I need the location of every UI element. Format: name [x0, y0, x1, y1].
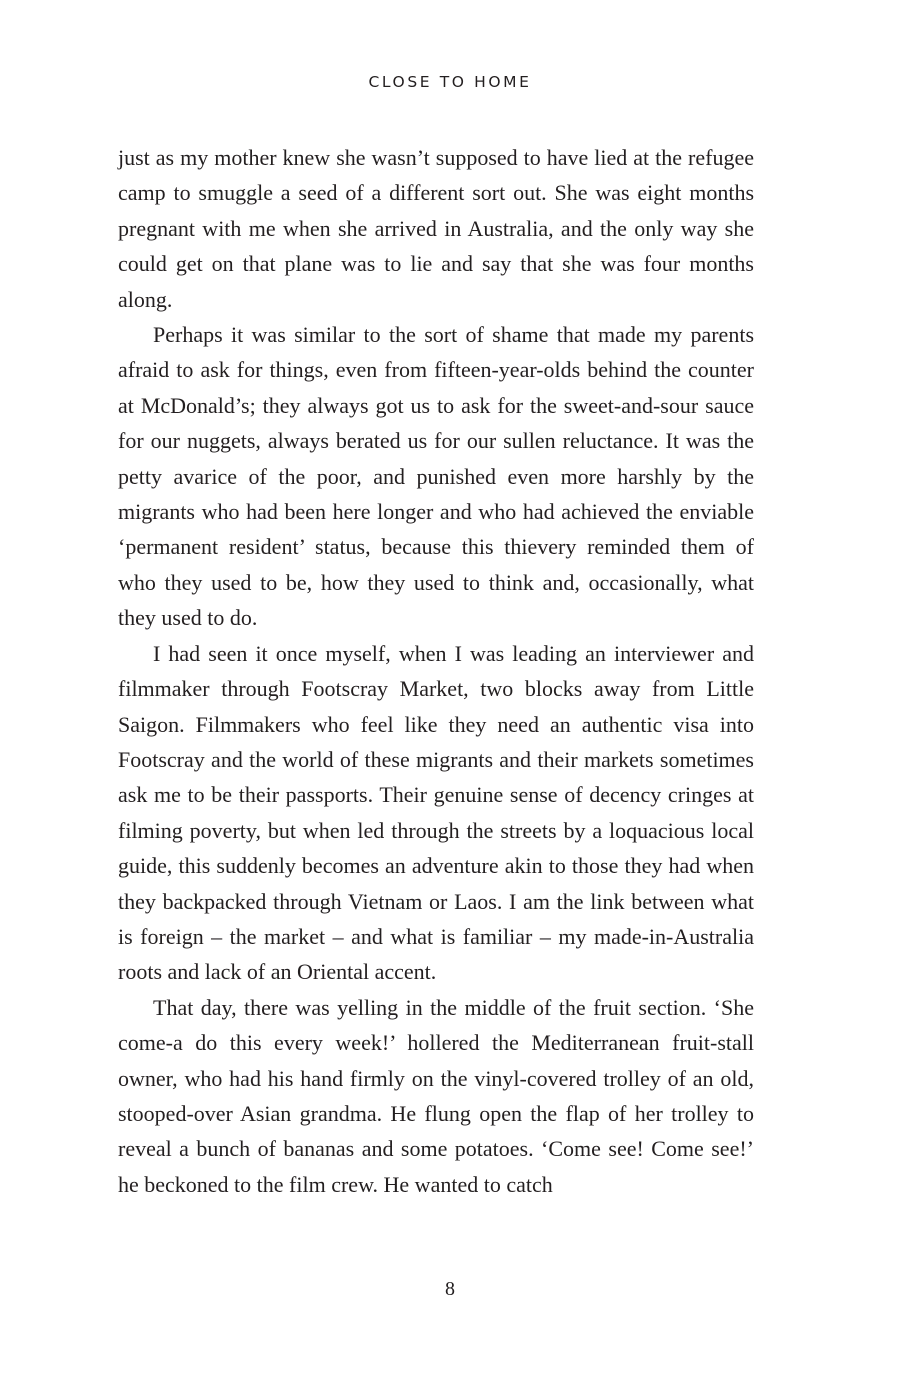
- body-text: [118, 140, 754, 1202]
- paragraph-continued: just as my mother knew she wasn’t supposed to have lied at the refugee camp to smuggle a seed of a different sort out. She was eight months pregnant with me when she arrived in Australia, and the only way she could get on that plane was to lie and say that she was four months along.: [118, 145, 754, 312]
- paragraph: Perhaps it was similar to the sort of shame that made my parents afraid to ask for things, even from fifteen-year-olds behind the counter at McDonald’s; they always got us to ask for the sweet-and-sour sauce for our nuggets, always berated us for our sullen reluctance. It was the petty avarice of the poor, and punished even more harshly by the migrants who had been here longer and who had achieved the enviable ‘permanent resident’ status, because this thievery reminded them of who they used to be, how they used to think and, occasionally, what they used to do.: [118, 322, 754, 631]
- running-head: CLOSE TO HOME: [368, 73, 532, 91]
- paragraph: I had seen it once myself, when I was leading an interviewer and filmmaker through Footscray Market, two blocks away from Little Saigon. Filmmakers who feel like they need an authentic visa into Footscray and the world of these migrants and their markets sometimes ask me to be their passports. Their genuine sense of decency cringes at filming poverty, but when led through the streets by a loquacious local guide, this suddenly becomes an adventure akin to those they had when they backpacked through Vietnam or Laos. I am the link between what is foreign – the market – and what is familiar – my made-in-Australia roots and lack of an Oriental accent.: [118, 640, 754, 985]
- paragraph: That day, there was yelling in the middle of the fruit section. ‘She come-a do this every week!’ hollered the Mediterranean fruit-stall owner, who had his hand firmly on the vinyl-covered trolley of an old, stooped-over Asian grandma. He flung open the flap of her trolley to reveal a bunch of bananas and some potatoes. ‘Come see! Come see!’ he beckoned to the film crew. He wanted to catch: [118, 994, 754, 1197]
- page-number: 8: [445, 1278, 455, 1300]
